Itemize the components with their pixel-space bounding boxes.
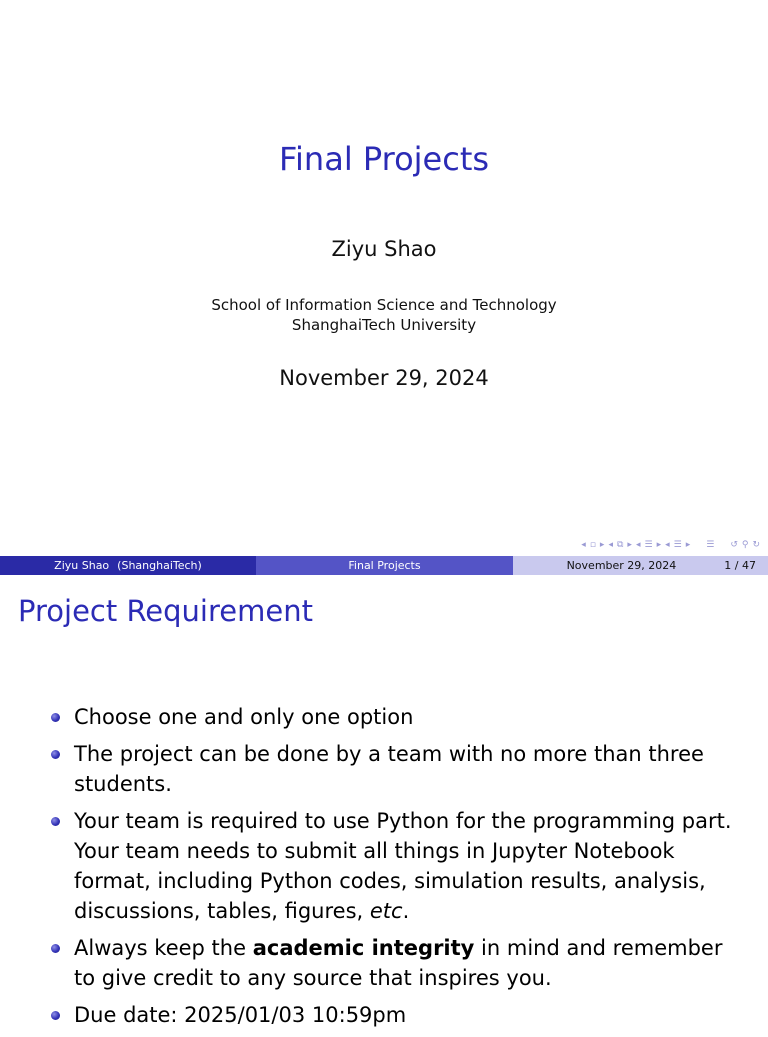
etc-text: etc — [369, 899, 403, 923]
list-item: Your team is required to use Python for the programming part. Your team needs to submit all things in Jupyter Notebook format, including Python codes, simulation results, analysis, discussions, tables, figures, etc. — [0, 806, 768, 926]
footer-title-segment — [256, 556, 513, 575]
nav-right-arrow-icon[interactable]: ▸ — [685, 540, 691, 550]
bullet-icon — [51, 817, 60, 826]
institute-line-1: School of Information Science and Technology — [211, 296, 557, 314]
nav-back-icon[interactable]: ↺ — [730, 540, 738, 550]
footer-page-number: 1 / 47 — [724, 559, 756, 572]
bullet-icon — [51, 944, 60, 953]
beamer-navigation-bar — [581, 538, 760, 552]
footer-author-segment — [0, 556, 256, 575]
nav-left-arrow-icon[interactable]: ◂ — [608, 540, 613, 550]
list-item: Choose one and only one option — [0, 702, 768, 732]
presentation-date: November 29, 2024 — [279, 366, 489, 390]
nav-search-icon[interactable]: ⚲ — [741, 540, 749, 550]
nav-right-arrow-icon[interactable]: ▸ — [627, 540, 632, 550]
nav-left-arrow-icon[interactable]: ◂ — [635, 540, 641, 550]
nav-outline-icon[interactable]: ☰ — [706, 540, 715, 550]
nav-frame-icon[interactable]: ⧉ — [616, 540, 624, 550]
nav-section-icon[interactable]: ☰ — [673, 540, 682, 550]
bullet-icon — [51, 750, 60, 759]
footer-date-segment — [513, 556, 768, 575]
list-item: Due date: 2025/01/03 10:59pm — [0, 1000, 768, 1030]
nav-left-arrow-icon[interactable]: ◂ — [665, 540, 670, 550]
list-item: Always keep the academic integrity in mind and remember to give credit to any source that inspires you. — [0, 933, 768, 993]
author-name: Ziyu Shao — [331, 237, 437, 261]
content-slide — [0, 576, 768, 1027]
nav-subsection-icon[interactable]: ☰ — [644, 540, 653, 550]
nav-forward-icon[interactable]: ↻ — [752, 540, 760, 550]
presentation-title: Final Projects — [278, 140, 490, 178]
nav-right-arrow-icon[interactable]: ▸ — [599, 540, 605, 550]
frame-title: Project Requirement — [18, 594, 313, 628]
academic-integrity-emphasis: academic integrity — [252, 936, 475, 960]
footer-author: Ziyu Shao — [54, 559, 110, 572]
requirement-list — [0, 702, 768, 1037]
list-item: The project can be done by a team with no more than three students. — [0, 739, 768, 799]
bullet-icon — [51, 713, 60, 722]
slide-footer — [0, 556, 768, 575]
footer-institution: (ShanghaiTech) — [117, 559, 202, 572]
footer-date: November 29, 2024 — [566, 559, 677, 572]
nav-right-arrow-icon[interactable]: ▸ — [656, 540, 662, 550]
nav-slide-icon[interactable]: ▫ — [589, 540, 596, 550]
institute-line-2: ShanghaiTech University — [291, 316, 477, 334]
bullet-icon — [51, 1011, 60, 1020]
nav-left-arrow-icon[interactable]: ◂ — [581, 540, 586, 550]
footer-title: Final Projects — [348, 559, 421, 572]
